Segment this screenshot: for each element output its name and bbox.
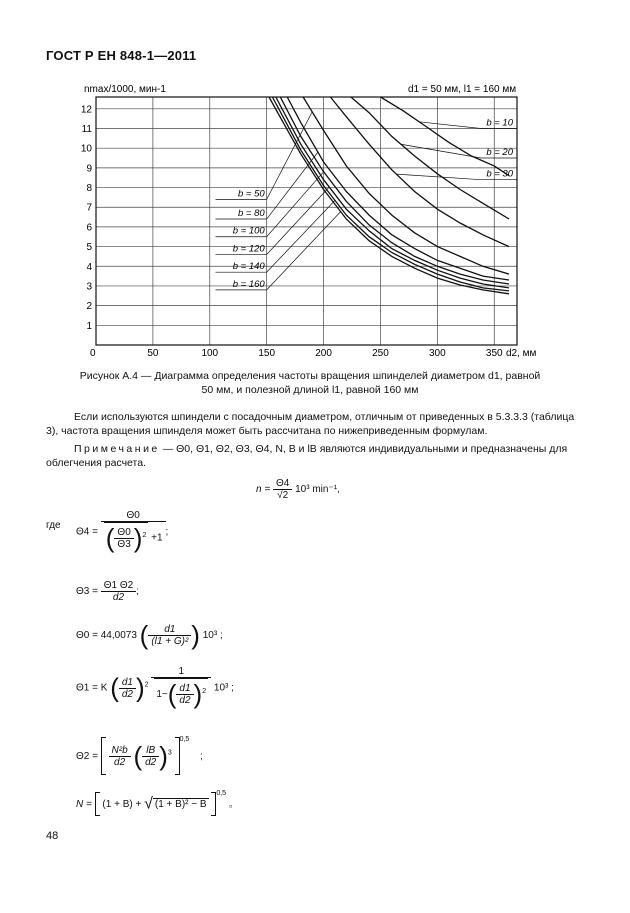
formula-theta0-fraction bbox=[148, 624, 191, 647]
chart-title: d1 = 50 мм, l1 = 160 мм bbox=[408, 84, 517, 95]
formula-n-lhs: n = bbox=[256, 484, 271, 496]
formula-theta1-sqrt-a: 1− bbox=[156, 689, 168, 701]
page-number: 48 bbox=[46, 830, 59, 842]
x-tick-300: 300 bbox=[429, 348, 446, 359]
formula-N-tail: 。 bbox=[228, 799, 239, 810]
y-tick-12: 12 bbox=[80, 104, 92, 116]
formula-theta2-lhs: Θ2 = bbox=[76, 751, 98, 762]
formula-theta4-den bbox=[101, 522, 166, 554]
y-tick-11: 11 bbox=[81, 123, 92, 135]
y-tick-1: 1 bbox=[86, 320, 92, 332]
formula-theta4-lhs: Θ4 = bbox=[76, 526, 98, 538]
formula-theta4: Θ4 = Θ0 ( $\frac{\Theta 0}{\Theta 3}$ )$^2$ +1 ; bbox=[76, 510, 169, 553]
formula-n-den: √2 bbox=[277, 490, 289, 501]
y-tick-labels bbox=[81, 104, 93, 332]
series-pointer-b120 bbox=[267, 187, 330, 254]
formula-theta0-den: (l1 + G)² bbox=[151, 636, 189, 647]
x-tick-200: 200 bbox=[315, 348, 332, 359]
note-vars: Θ0, Θ1, Θ2, Θ3, Θ4, N, B и lB bbox=[176, 443, 317, 455]
formula-theta2: Θ2 = $\frac{\text{N²b}}{d2}$ ( $\frac{lB}{d2}$ )$^3$ $^{0,5}$ ; bbox=[76, 736, 203, 775]
x-tick-labels bbox=[90, 348, 503, 359]
x-tick-150: 150 bbox=[258, 348, 276, 359]
figure-caption-line2: 50 мм, и полезной длиной l1, равной 160 мм bbox=[201, 384, 419, 396]
series-label-b120: b = 120 bbox=[232, 243, 265, 255]
formula-theta3-den: d2 bbox=[112, 592, 125, 603]
formula-theta2-den-a: d2 bbox=[114, 756, 126, 768]
x-tick-50: 50 bbox=[147, 348, 159, 359]
formula-theta1-tail: 10³ ; bbox=[213, 682, 234, 694]
series-label-b160: b = 160 bbox=[232, 278, 265, 290]
formula-theta2-num-a: N²b bbox=[109, 745, 131, 757]
series-label-b30: b = 30 bbox=[486, 168, 513, 180]
series-label-b10: b = 10 bbox=[486, 117, 513, 129]
formula-theta2-exp: 0,5 bbox=[179, 736, 190, 743]
formula-theta3-num: Θ1 Θ2 bbox=[101, 580, 136, 592]
formula-theta1-frac-b bbox=[151, 666, 211, 710]
formula-theta1-sqrt-den: d2 bbox=[179, 695, 191, 706]
series-pointer-b140 bbox=[267, 200, 335, 272]
x-tick-0: 0 bbox=[90, 348, 96, 359]
plot-frame bbox=[96, 97, 517, 345]
formula-theta4-inner-den: Θ3 bbox=[117, 539, 131, 550]
series-label-b80: b = 80 bbox=[237, 208, 265, 220]
where-label: где bbox=[46, 520, 61, 531]
formula-theta1-sqrt-num: d1 bbox=[176, 683, 193, 695]
formula-theta1-sqrt: 1−( $\frac{d1}{d2}$ )$^2$ bbox=[156, 679, 207, 709]
formula-n-num: Θ4 bbox=[273, 478, 292, 490]
series-layer bbox=[215, 97, 517, 294]
note-rest: являются индивидуальными и предназначены для облегчения расчета. bbox=[46, 443, 568, 469]
formula-N: N = (1 + B) + √ (1 + B)² − B $^{0,5}$ 。 bbox=[76, 790, 239, 816]
formula-n-tail: 10³ min⁻¹, bbox=[295, 484, 340, 496]
chart-grid bbox=[96, 97, 517, 345]
formula-theta1-den-b bbox=[151, 678, 211, 710]
series-pointer-b20 bbox=[401, 144, 481, 158]
formula-theta2-den-b: d2 bbox=[145, 756, 157, 768]
formula-theta2-frac-b bbox=[142, 745, 159, 768]
formula-theta1-frac-a bbox=[119, 677, 136, 700]
formula-theta1-num-a: d1 bbox=[119, 677, 136, 689]
formula-N-body: (1 + B) + bbox=[102, 799, 142, 810]
series-pointer-b50 bbox=[267, 112, 313, 199]
x-tick-350: 350 bbox=[485, 348, 503, 359]
series-label-b100: b = 100 bbox=[232, 225, 265, 237]
y-tick-8: 8 bbox=[86, 183, 92, 195]
series-label-b140: b = 140 bbox=[232, 261, 265, 273]
formula-theta3: Θ3 = $\frac{\Theta 1 \Theta 2}{d2}$ ; bbox=[76, 580, 139, 603]
formula-theta4-fraction bbox=[101, 510, 166, 554]
note-label: Примечание bbox=[74, 443, 160, 455]
formula-theta0-tail: 10³ ; bbox=[202, 630, 223, 642]
y-tick-4: 4 bbox=[86, 261, 92, 273]
figure-caption bbox=[60, 369, 560, 397]
x-tick-100: 100 bbox=[201, 348, 219, 359]
series-pointer-b80 bbox=[267, 152, 318, 219]
y-axis-label: nmax/1000, мин-1 bbox=[84, 84, 166, 95]
y-tick-9: 9 bbox=[86, 163, 92, 175]
y-tick-6: 6 bbox=[86, 222, 92, 234]
formula-theta4-num: Θ0 bbox=[101, 510, 166, 522]
formula-n-fraction bbox=[273, 478, 292, 501]
series-line-b100 bbox=[280, 97, 509, 284]
formula-theta1-lhs: Θ1 = K bbox=[76, 682, 108, 694]
y-tick-2: 2 bbox=[86, 301, 92, 313]
formula-theta1: Θ1 = K ( $\frac{d1}{d2}$ )$^2$ 1 1−( $\frac{d1}{d2}$ )$^2$ 10³ ; bbox=[76, 666, 234, 709]
paragraph-1: Если используются шпиндели с посадочным диаметром, отличным от приведенных в 5.3.3.3 (таблица 3), частота вращения шпинделя может быть рассчитана по нижеприведенным формулам. bbox=[46, 411, 575, 437]
x-axis-label: d2, мм bbox=[506, 348, 537, 359]
document-header: ГОСТ Р ЕН 848-1—2011 bbox=[46, 48, 197, 63]
note-dash: — bbox=[162, 443, 174, 455]
formula-theta4-inner-num: Θ0 bbox=[114, 527, 133, 539]
formula-theta2-frac-a bbox=[109, 745, 131, 768]
formula-theta3-lhs: Θ3 = bbox=[76, 586, 98, 598]
y-tick-3: 3 bbox=[86, 281, 92, 293]
series-line-b120 bbox=[276, 97, 509, 288]
y-tick-10: 10 bbox=[80, 143, 92, 155]
formula-theta0-lhs: Θ0 = 44,0073 bbox=[76, 630, 137, 642]
series-pointer-b160 bbox=[267, 212, 341, 290]
formula-theta1-den-a: d2 bbox=[121, 688, 133, 700]
formula-N-sqrt: (1 + B)² − B bbox=[154, 799, 207, 811]
series-label-b50: b = 50 bbox=[237, 188, 265, 200]
chart-svg bbox=[0, 0, 630, 380]
formula-theta0-num: d1 bbox=[148, 624, 191, 636]
formula-theta3-fraction bbox=[101, 580, 136, 603]
y-tick-5: 5 bbox=[86, 242, 92, 254]
note-paragraph bbox=[46, 442, 586, 470]
figure-caption-line1: Рисунок А.4 — Диаграмма определения частоты вращения шпинделей диаметром d1, равной bbox=[79, 370, 541, 382]
spindle-speed-chart bbox=[0, 0, 630, 380]
x-tick-250: 250 bbox=[372, 348, 389, 359]
formula-N-exp: 0,5 bbox=[216, 790, 227, 797]
series-label-b20: b = 20 bbox=[486, 147, 513, 159]
series-line-b30 bbox=[330, 97, 509, 247]
formula-theta0: Θ0 = 44,0073 ( $\frac{d1}{\text{(l1 + G)²}}$ ) 10³ ; bbox=[76, 620, 223, 650]
formula-theta2-num-b: lB bbox=[142, 745, 159, 757]
formula-theta1-one: 1 bbox=[151, 666, 211, 678]
series-line-b160 bbox=[269, 97, 509, 294]
formula-n bbox=[256, 478, 340, 501]
formula-theta4-sqrt: ( $\frac{\Theta 0}{\Theta 3}$ )$^2$ bbox=[105, 523, 147, 553]
y-tick-7: 7 bbox=[86, 202, 92, 214]
formula-theta4-den-tail: +1 bbox=[151, 532, 163, 544]
formula-N-lhs: N = bbox=[76, 799, 92, 810]
